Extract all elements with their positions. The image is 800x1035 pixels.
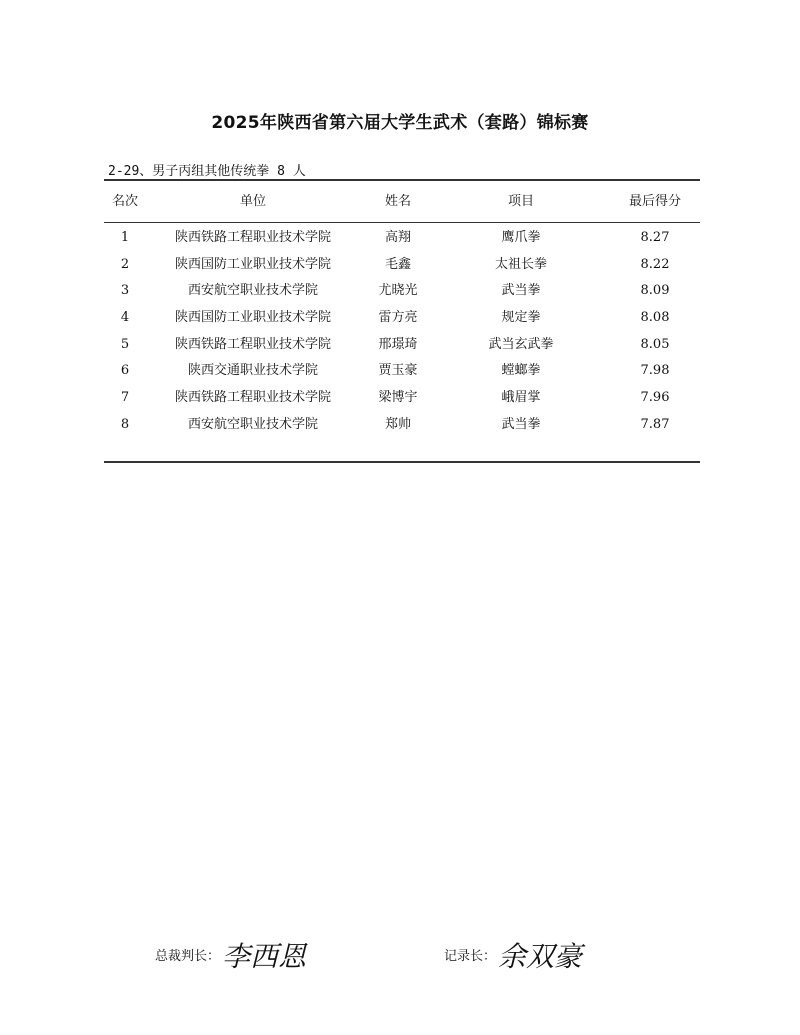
chief-referee-signature xyxy=(218,928,328,980)
table-row xyxy=(104,281,700,301)
cell-score: 8.08 xyxy=(640,310,670,325)
cell-item: 峨眉掌 xyxy=(501,390,541,405)
page-title: 2025年陕西省第六届大学生武术（套路）锦标赛 xyxy=(211,113,589,133)
cell-unit: 陕西国防工业职业技术学院 xyxy=(174,310,331,325)
cell-score: 8.27 xyxy=(640,230,670,245)
cell-item: 螳螂拳 xyxy=(501,363,541,378)
cell-score: 8.22 xyxy=(640,257,670,272)
table-bottom-rule xyxy=(104,461,700,463)
table-row xyxy=(104,308,700,328)
header-rank: 名次 xyxy=(111,194,138,209)
cell-score: 7.98 xyxy=(640,363,670,378)
cell-rank: 5 xyxy=(120,337,130,352)
cell-item: 规定拳 xyxy=(501,310,541,325)
cell-score: 7.87 xyxy=(640,417,670,432)
cell-rank: 1 xyxy=(120,230,130,245)
header-item: 项目 xyxy=(507,194,534,209)
cell-item: 鹰爪拳 xyxy=(501,230,541,245)
cell-unit: 陕西铁路工程职业技术学院 xyxy=(174,390,331,405)
cell-name: 郑帅 xyxy=(384,417,411,432)
table-row xyxy=(104,228,700,248)
cell-item: 武当拳 xyxy=(501,283,541,298)
table-row xyxy=(104,415,700,435)
cell-rank: 2 xyxy=(120,257,130,272)
cell-item: 太祖长拳 xyxy=(494,257,547,272)
recorder-label: 记录长： xyxy=(444,949,497,964)
cell-name: 贾玉豪 xyxy=(378,363,418,378)
cell-rank: 6 xyxy=(120,363,130,378)
table-header-rule xyxy=(104,222,700,223)
cell-name: 邢璟琦 xyxy=(378,337,418,352)
cell-name: 尤晓光 xyxy=(378,283,418,298)
cell-rank: 3 xyxy=(120,283,130,298)
header-score: 最后得分 xyxy=(628,194,681,209)
cell-name: 高翔 xyxy=(384,230,411,245)
cell-unit: 西安航空职业技术学院 xyxy=(187,283,318,298)
header-name: 姓名 xyxy=(384,194,411,209)
table-row xyxy=(104,255,700,275)
cell-rank: 8 xyxy=(120,417,130,432)
cell-item: 武当拳 xyxy=(501,417,541,432)
event-subtitle: 2-29、男子丙组其他传统拳 8 人 xyxy=(108,164,306,179)
cell-name: 梁博宇 xyxy=(378,390,418,405)
table-header-row xyxy=(104,192,700,212)
cell-rank: 7 xyxy=(120,390,130,405)
recorder-signature xyxy=(494,928,634,980)
cell-name: 雷方亮 xyxy=(378,310,418,325)
recorder-signature-text: 余双豪 xyxy=(498,940,583,973)
table-top-rule xyxy=(104,179,700,181)
chief-referee-signature-text: 李西恩 xyxy=(222,940,307,973)
cell-unit: 西安航空职业技术学院 xyxy=(187,417,318,432)
table-row xyxy=(104,335,700,355)
cell-rank: 4 xyxy=(120,310,130,325)
cell-item: 武当玄武拳 xyxy=(488,337,554,352)
cell-unit: 陕西铁路工程职业技术学院 xyxy=(174,337,331,352)
cell-score: 7.96 xyxy=(640,390,670,405)
cell-unit: 陕西交通职业技术学院 xyxy=(187,363,318,378)
table-row xyxy=(104,388,700,408)
cell-score: 8.09 xyxy=(640,283,670,298)
cell-unit: 陕西国防工业职业技术学院 xyxy=(174,257,331,272)
cell-score: 8.05 xyxy=(640,337,670,352)
cell-name: 毛鑫 xyxy=(384,257,411,272)
table-row xyxy=(104,361,700,381)
chief-referee-label: 总裁判长： xyxy=(155,949,221,964)
cell-unit: 陕西铁路工程职业技术学院 xyxy=(174,230,331,245)
header-unit: 单位 xyxy=(239,194,266,209)
